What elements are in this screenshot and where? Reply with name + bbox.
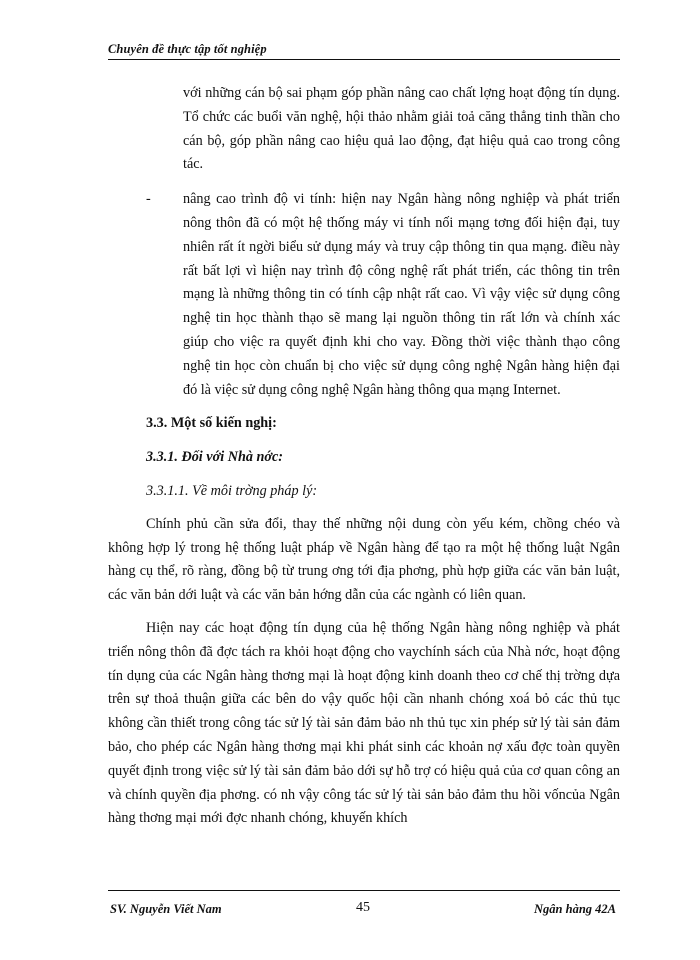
page-number: 45 (356, 900, 370, 915)
section-heading-3-3-1-1: 3.3.1.1. Về môi trờng pháp lý: (146, 482, 318, 499)
page-footer (108, 890, 620, 930)
paragraph-credit-activities: Hiện nay các hoạt động tín dụng của hệ thống Ngân hàng nông nghiệp và phát triển nông thôn đã đợc tách ra khỏi hoạt động cho vaychính sách của Nhà nớc, hoạt động tín dụng của các Ngân hàng thơng mại là hoạt động kinh doanh theo cơ chế thị trờng dựa trên sự thoả thuận giữa các bên do vậy quốc hội cần nhanh chóng xoá bỏ các thủ tục không cần thiết trong công tác sử lý tài sản đảm bảo nh thủ tục xin phép sử lý tài sản đảm bảo, cho phép các Ngân hàng thơng mại khi phát sinh các khoản nợ xấu đợc toàn quyền quyết định trong việc sử lý tài sản đảm bảo dới sự hỗ trợ có hiệu quả của cơ quan công an và chính quyền địa phơng. có nh vậy công tác sử lý tài sản bảo đảm thu hồi vốncủa Ngân hàng thơng mại mới đợc nhanh chóng, khuyến khích (108, 619, 620, 827)
bullet-item (108, 188, 620, 402)
footer-author: SV. Nguyễn Viết Nam (110, 902, 222, 916)
footer-class: Ngân hàng 42A (534, 902, 616, 916)
footer-divider (108, 890, 620, 891)
continued-paragraph: với những cán bộ sai phạm góp phần nâng cao chất lợng hoạt động tín dụng. Tổ chức các buổi văn nghệ, hội thảo nhằm giải toả căng thẳng tinh thần cho cán bộ, góp phần nâng cao hiệu quả lao động, đạt hiệu quả cao trong công tác. (183, 85, 620, 173)
header-divider (108, 59, 620, 60)
header-title: Chuyên đề thực tập tốt nghiệp (108, 42, 267, 56)
paragraph-legal-reform: Chính phủ cần sửa đổi, thay thế những nội dung còn yếu kém, chồng chéo và không hợp lý trong hệ thống luật pháp về Ngân hàng để tạo ra một hệ thống luật Ngân hàng cụ thể, rõ ràng, đồng bộ từ trung ơng tới địa phơng, phù hợp giữa các văn bản luật, các văn bản dới luật và các văn bản hớng dẫn của các ngành có liên quan. (108, 515, 620, 604)
section-heading-3-3-1: 3.3.1. Đối với Nhà nớc: (146, 449, 283, 466)
bullet-paragraph: nâng cao trình độ vi tính: hiện nay Ngân hàng nông nghiệp và phát triển nông thôn đã có một hệ thống máy vi tính nối mạng tơng đối hiện đại, tuy nhiên rất ít ngời biểu sử dụng máy và truy cập thông tin qua mạng. điều này rất bất lợi vì hiện nay trình độ công nghệ rất phát triển, các thông tin trên mạng là những thông tin có tính cập nhật rất cao. Vì vậy việc sử dụng công nghệ tin học thành thạo sẽ mang lại nguồn thông tin rất lớn và chính xác giúp cho việc ra quyết định khi cho vay. Đồng thời việc thành thạo công nghệ tin học còn chuẩn bị cho việc sử dụng công nghệ Ngân hàng hiện đại đó là việc sử dụng công nghệ Ngân hàng thông qua mạng Internet. (183, 191, 620, 398)
bullet-dash: - (146, 191, 151, 208)
document-body (108, 82, 620, 831)
page-header (108, 40, 620, 62)
section-heading-3-3: 3.3. Một số kiến nghị: (146, 415, 277, 432)
